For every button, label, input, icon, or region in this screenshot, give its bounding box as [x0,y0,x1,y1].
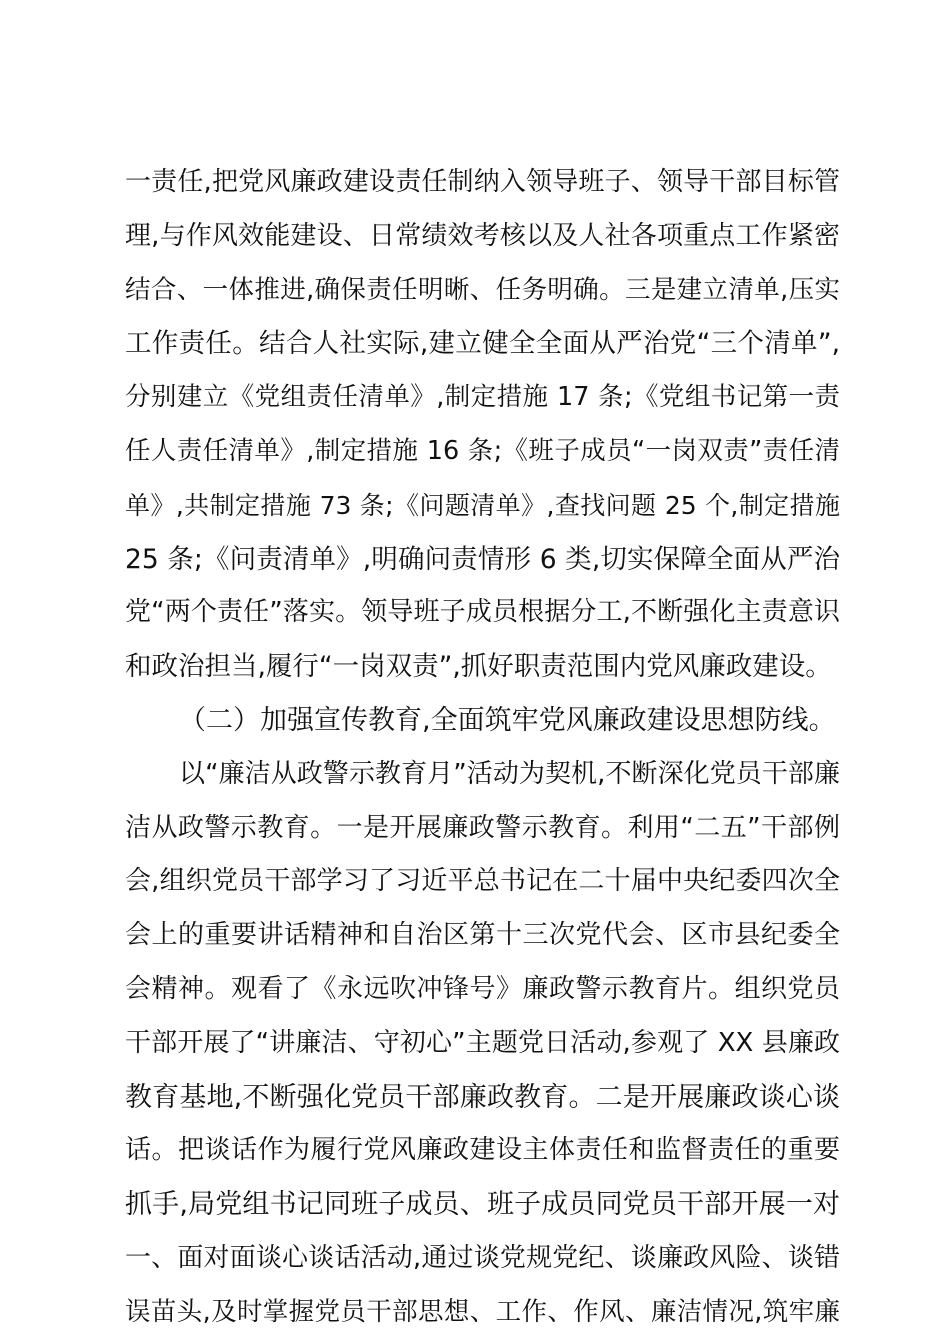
text-line: 结合、一体推进,确保责任明晰、任务明确。三是建立清单,压实 [125,274,840,305]
text-line: 分别建立《党组责任清单》,制定措施 17 条;《党组书记第一责 [125,382,840,413]
body-text [125,156,840,1340]
text-line: 干部开展了“讲廉洁、守初心”主题党日活动,参观了 XX 县廉政 [125,1027,840,1058]
section-heading: （二）加强宣传教育,全面筑牢党风廉政建设思想防线。 [179,704,836,736]
text-line: 洁从政警示教育。一是开展廉政警示教育。利用“二五”干部例 [125,812,840,843]
text-line: 党“两个责任”落实。领导班子成员根据分工,不断强化主责意识 [125,597,840,628]
text-line: 会上的重要讲话精神和自治区第十三次党代会、区市县纪委全 [125,920,840,951]
paragraph-first-line: 以“廉洁从政警示教育月”活动为契机,不断深化党员干部廉 [179,758,840,789]
text-line: 理,与作风效能建设、日常绩效考核以及人社各项重点工作紧密 [125,220,840,251]
text-line: 抓手,局党组书记同班子成员、班子成员同党员干部开展一对 [125,1189,840,1221]
text-line: 工作责任。结合人社实际,建立健全全面从严治党“三个清单”, [125,328,840,360]
text-line: 任人责任清单》,制定措施 16 条;《班子成员“一岗双责”责任清 [125,435,840,466]
text-line: 一、面对面谈心谈话活动,通过谈党规党纪、谈廉政风险、谈错 [125,1242,840,1273]
text-line: 误苗头,及时掌握党员干部思想、工作、作风、廉洁情况,筑牢廉 [125,1296,840,1327]
text-line: 和政治担当,履行“一岗双责”,抓好职责范围内党风廉政建设。 [125,651,832,683]
text-line: 单》,共制定措施 73 条;《问题清单》,查找问题 25 个,制定措施 [125,490,840,520]
text-line: 一责任,把党风廉政建设责任制纳入领导班子、领导干部目标管 [125,167,840,197]
text-line: 话。把谈话作为履行党风廉政建设主体责任和监督责任的重要 [125,1135,840,1166]
text-line: 25 条;《问责清单》,明确问责情形 6 类,切实保障全面从严治 [125,543,840,575]
text-line: 教育基地,不断强化党员干部廉政教育。二是开展廉政谈心谈 [125,1081,840,1113]
text-line: 会精神。观看了《永远吹冲锋号》廉政警示教育片。组织党员 [125,973,840,1004]
text-line: 会,组织党员干部学习了习近平总书记在二十届中央纪委四次全 [125,866,840,897]
